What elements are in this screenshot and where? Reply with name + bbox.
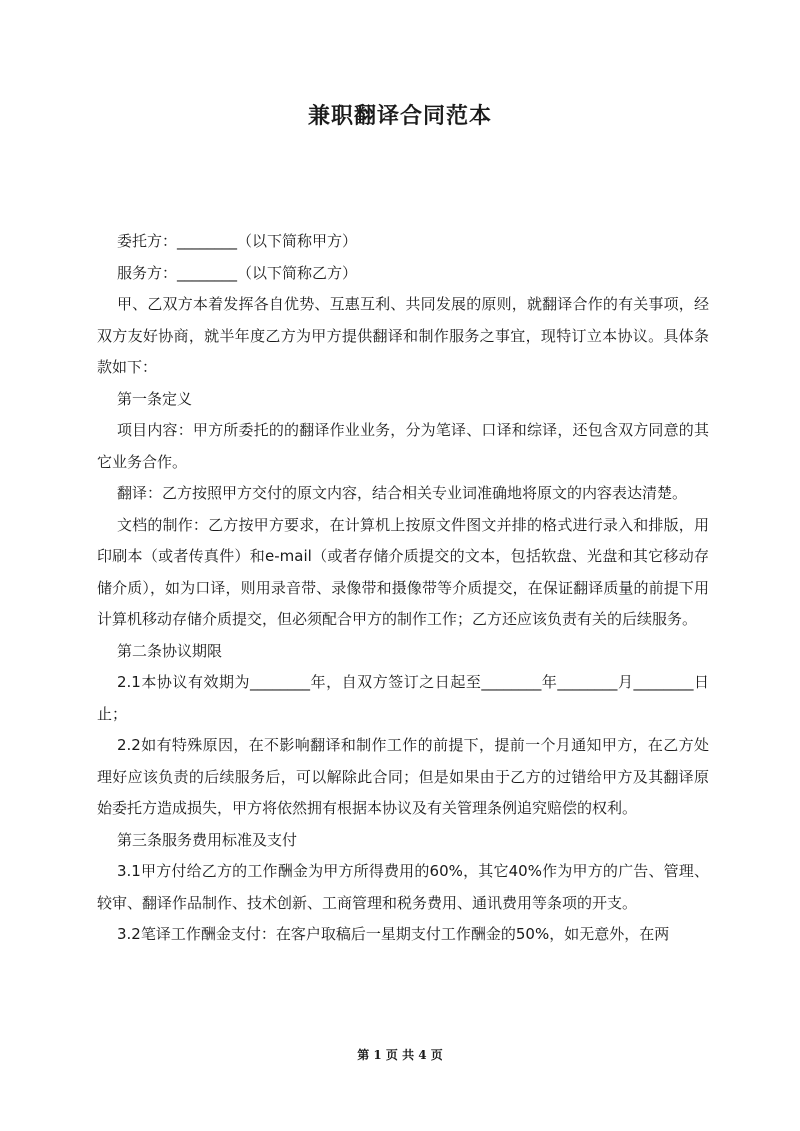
section-heading-2: 第二条协议期限 — [117, 641, 223, 660]
paragraph-2-2: 2.2如有特殊原因，在不影响翻译和制作工作的前提下，提前一个月通知甲方，在乙方处理好应该负责的后续服务后，可以解除此合同；但是如果由于乙方的过错给甲方及其翻译原始委托方造成损失，甲方将依然拥有根据本协议及有关管理条例追究赔偿的权利。 — [97, 736, 709, 817]
paragraph-client: 委托方：________（以下简称甲方） — [117, 232, 358, 250]
document-title: 兼职翻译合同范本 — [307, 104, 492, 129]
paragraph-provider: 服务方：________（以下简称乙方） — [117, 263, 358, 282]
paragraph-translation: 翻译：乙方按照甲方交付的原文内容，结合相关专业词准确地将原文的内容表达清楚。 — [117, 484, 688, 502]
paragraph-3-1: 3.1甲方付给乙方的工作酬金为甲方所得费用的60%，其它40%作为甲方的广告、管理、较审、翻译作品制作、技术创新、工商管理和税务费用、通讯费用等条项的开支。 — [97, 862, 709, 912]
paragraph-3-2: 3.2笔译工作酬金支付：在客户取稿后一星期支付工作酬金的50%，如无意外，在两 — [117, 925, 670, 943]
paragraph-document-production: 文档的制作：乙方按甲方要求，在计算机上按原文件图文并排的格式进行录入和排版，用印刷本（或者传真件）和e-mail（或者存储介质提交的文本，包括软盘、光盘和其它移动存储介质），如为口译，则用录音带、录像带和摄像带等介质提交，在保证翻译质量的前提下用计算机移动存储介质提交，但必须配合甲方的制作工作；乙方还应该负责有关的后续服务。 — [97, 515, 709, 628]
document-body — [97, 226, 709, 951]
paragraph-2-1: 2.1本协议有效期为________年，自双方签订之日起至________年________月________日止； — [97, 673, 709, 723]
page-footer: 第 1 页 共 4 页 — [357, 1048, 443, 1062]
section-heading-3: 第三条服务费用标准及支付 — [117, 830, 298, 849]
section-heading-1: 第一条定义 — [117, 389, 193, 408]
paragraph-project-content: 项目内容：甲方所委托的的翻译作业业务，分为笔译、口译和综译，还包含双方同意的其它业务合作。 — [97, 421, 709, 471]
paragraph-preamble: 甲、乙双方本着发挥各自优势、互惠互利、共同发展的原则，就翻译合作的有关事项，经双方友好协商，就半年度乙方为甲方提供翻译和制作服务之事宜，现特订立本协议。具体条款如下： — [97, 295, 709, 376]
